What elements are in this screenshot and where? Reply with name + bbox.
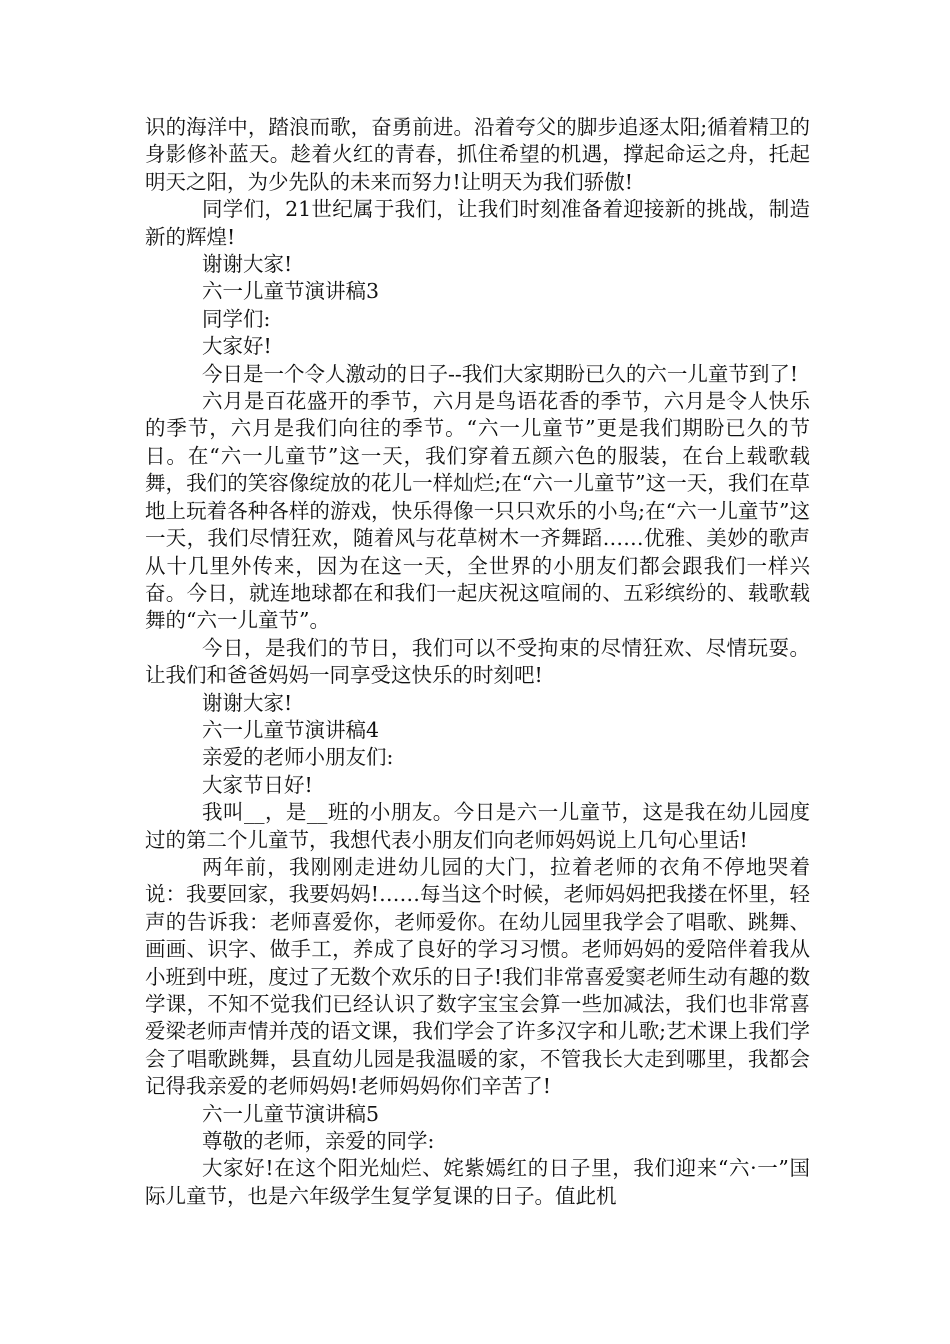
salutation: 同学们: — [202, 306, 271, 331]
closing-thanks: 谢谢大家! — [202, 252, 293, 277]
paragraph-two-years-ago: 两年前，我刚刚走进幼儿园的大门，拉着老师的衣角不停地哭着说：我要回家，我要妈妈!……每当这个时候，老师妈妈把我搂在怀里，轻声的告诉我：老师喜爱你，老师爱你。在幼儿园里我学会了唱歌、跳舞、画画、识字、做手工，养成了良好的学习习惯。老师妈妈的爱陪伴着我从小班到中班，度过了无数个欢乐的日子!我们非常喜爱窦老师生动有趣的数学课，不知不觉我们已经认识了数字宝宝会算一些加减法，我们也非常喜爱梁老师声情并茂的语文课，我们学会了许多汉字和儿歌;艺术课上我们学会了唱歌跳舞，县直幼儿园是我温暖的家，不管我长大走到哪里，我都会记得我亲爱的老师妈妈!老师妈妈你们辛苦了! — [145, 854, 810, 1099]
paragraph-today-exciting: 今日是一个令人激动的日子--我们大家期盼已久的六一儿童节到了! — [202, 361, 799, 386]
closing-thanks: 谢谢大家! — [202, 690, 293, 715]
greeting: 大家好! — [202, 334, 272, 359]
paragraph-sunny-day: 大家好!在这个阳光灿烂、姹紫嫣红的日子里，我们迎来“六·一”国际儿童节，也是六年级学生复学复课的日子。值此机 — [145, 1156, 810, 1208]
document-body — [145, 114, 810, 1210]
salutation: 尊敬的老师，亲爱的同学: — [202, 1129, 435, 1154]
salutation: 亲爱的老师小朋友们: — [202, 745, 394, 770]
speech-heading-3: 六一儿童节演讲稿3 — [202, 279, 380, 304]
paragraph-june-season: 六月是百花盛开的季节，六月是鸟语花香的季节，六月是令人快乐的季节，六月是我们向往的季节。“六一儿童节”更是我们期盼已久的节日。在“六一儿童节”这一天，我们穿着五颜六色的服装，在台上载歌载舞，我们的笑容像绽放的花儿一样灿烂;在“六一儿童节”这一天，我们在草地上玩着各种各样的游戏，快乐得像一只只欢乐的小鸟;在“六一儿童节”这一天，我们尽情狂欢，随着风与花草树木一齐舞蹈……优雅、美妙的歌声从十几里外传来，因为在这一天，全世界的小朋友们都会跟我们一样兴奋。今日，就连地球都在和我们一起庆祝这喧闹的、五彩缤纷的、载歌载舞的“六一儿童节”。 — [145, 389, 810, 633]
speech-heading-5: 六一儿童节演讲稿5 — [202, 1101, 380, 1126]
paragraph-continuation: 识的海洋中，踏浪而歌，奋勇前进。沿着夸父的脚步追逐太阳;循着精卫的身影修补蓝天。趁着火红的青春，抓住希望的机遇，撑起命运之舟，托起明天之阳，为少先队的未来而努力!让明天为我们骄傲! — [145, 115, 810, 194]
greeting: 大家节日好! — [202, 772, 313, 797]
paragraph-our-festival: 今日，是我们的节日，我们可以不受拘束的尽情狂欢、尽情玩耍。让我们和爸爸妈妈一同享受这快乐的时刻吧! — [145, 635, 810, 688]
paragraph-21st-century: 同学们，21世纪属于我们，让我们时刻准备着迎接新的挑战，制造新的辉煌! — [145, 197, 810, 249]
speech-heading-4: 六一儿童节演讲稿4 — [202, 717, 380, 742]
paragraph-self-intro: 我叫__，是__班的小朋友。今日是六一儿童节，这是我在幼儿园度过的第二个儿童节，我想代表小朋友们向老师妈妈说上几句心里话! — [145, 800, 810, 852]
